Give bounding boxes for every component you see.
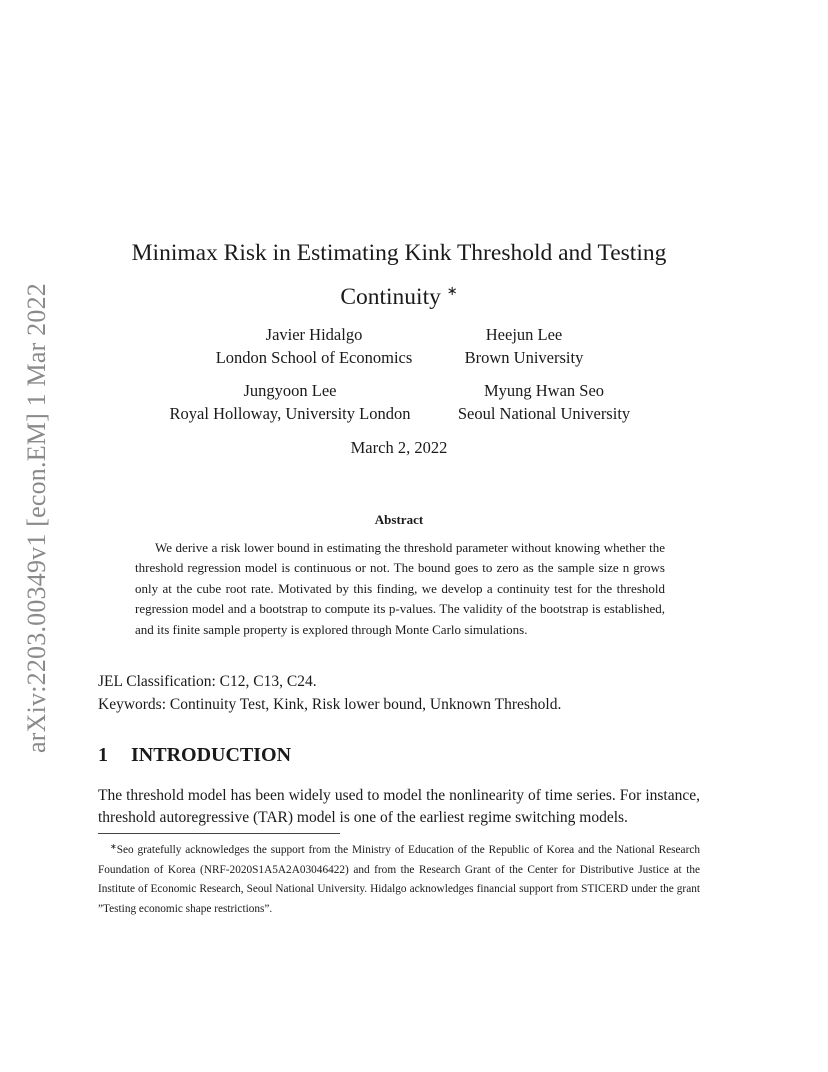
author-block	[454, 323, 594, 369]
author-name: Jungyoon Lee	[243, 381, 337, 400]
author-affiliation: Seoul National University	[457, 404, 631, 423]
keywords: Keywords: Continuity Test, Kink, Risk lower bound, Unknown Threshold.	[98, 696, 562, 713]
author-affiliation: Royal Holloway, University London	[169, 404, 411, 423]
abstract-heading: Abstract	[374, 512, 424, 527]
abstract-text: We derive a risk lower bound in estimating the threshold parameter without knowing whether the threshold regression model is continuous or not. The bound goes to zero as the sample size n grows only at the cube root rate. Motivated by this finding, we develop a continuity test for the threshold regression model and a bootstrap to compute its p-values. The validity of the bootstrap is established, and its finite sample property is explored through Monte Carlo simulations.	[135, 540, 665, 637]
paper-title	[98, 234, 700, 316]
introduction-paragraph: The threshold model has been widely used to model the nonlinearity of time series. For instance, threshold autoregressive (TAR) model is one of the earliest regime switching models.	[98, 787, 700, 826]
author-name: Heejun Lee	[485, 325, 563, 344]
author-affiliation: Brown University	[464, 348, 584, 367]
author-block	[444, 379, 644, 425]
author-name: Javier Hidalgo	[265, 325, 363, 344]
footnote	[98, 837, 700, 919]
title-footnote-marker[interactable]: ∗	[446, 283, 458, 298]
author-affiliation: London School of Economics	[215, 348, 413, 367]
paper-date: March 2, 2022	[350, 438, 448, 457]
title-line-1: Minimax Risk in Estimating Kink Threshold and Testing	[131, 240, 667, 266]
arxiv-identifier-text: arXiv:2203.00349v1 [econ.EM] 1 Mar 2022	[22, 283, 51, 753]
section-title: INTRODUCTION	[131, 744, 292, 766]
section-heading	[98, 744, 291, 767]
author-name: Myung Hwan Seo	[483, 381, 605, 400]
jel-classification: JEL Classification: C12, C13, C24.	[98, 673, 317, 690]
author-block	[160, 379, 420, 425]
arxiv-identifier-stamp	[20, 268, 54, 768]
author-block	[204, 323, 424, 369]
footnote-marker: ∗	[110, 842, 117, 851]
title-line-2: Continuity ∗	[340, 283, 458, 310]
footnote-text: Seo gratefully acknowledges the support from the Ministry of Education of the Republic of Korea and the National Research Foundation of Korea (NRF-2020S1A5A2A03046422) and from the Research Grant of the Center for Distributive Justice at the Institute of Economic Research, Seoul National University. Hidalgo acknowledges financial support from STICERD under the grant ”Testing economic shape restrictions”.	[98, 844, 700, 915]
footnote-divider	[98, 833, 340, 834]
section-number: 1	[98, 744, 108, 766]
